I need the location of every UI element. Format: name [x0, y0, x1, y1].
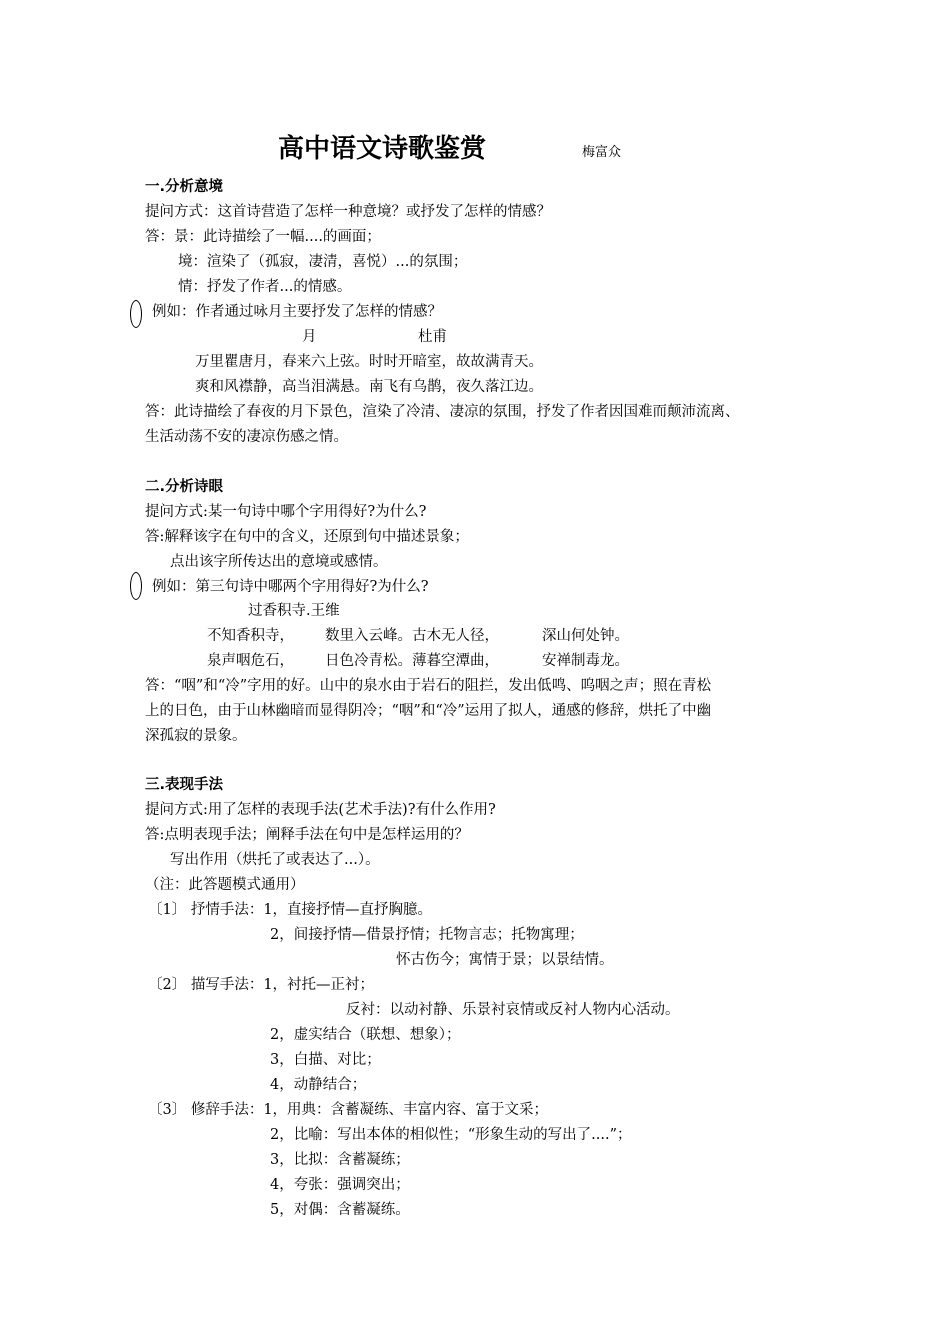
s1-poem-line-1: 万里瞿唐月，春来六上弦。时时开暗室，故故满青天。 — [195, 354, 543, 370]
s1-answer-mood: 境：渲染了（孤寂，凄清，喜悦）...的氛围； — [178, 254, 468, 270]
s2-answer-2: 点出该字所传达出的意境或感情。 — [170, 554, 388, 570]
s2-example: 例如：第三句诗中哪两个字用得好?为什么? — [152, 579, 429, 595]
s3-antithesis: 5，对偶：含蓄凝练。 — [270, 1202, 410, 1218]
s1-example: 例如：作者通过咏月主要抒发了怎样的情感？ — [152, 304, 442, 320]
s3-question: 提问方式:用了怎样的表现手法(艺术手法)?有什么作用? — [145, 802, 496, 818]
section-heading-3: 三.表现手法 — [145, 777, 224, 793]
s3-metaphor: 2，比喻：写出本体的相似性；“形象生动的写出了....”； — [270, 1127, 632, 1143]
section-heading-2: 二.分析诗眼 — [145, 479, 224, 495]
s3-line-drawing: 3，白描、对比； — [270, 1052, 381, 1068]
s1-poem-author: 杜甫 — [418, 329, 447, 345]
s3-description-technique: 〔2〕 描写手法：1，衬托—正衬； — [148, 977, 375, 993]
s2-answer-1: 答:解释该字在句中的含义，还原到句中描述景象； — [145, 529, 469, 545]
s2-poem-line-2c: 安禅制毒龙。 — [542, 653, 629, 669]
s3-lyric-indirect: 2，间接抒情—借景抒情；托物言志；托物寓理； — [270, 927, 584, 943]
s1-answer-emotion: 情：抒发了作者...的情感。 — [178, 279, 352, 295]
s3-note: （注：此答题模式通用） — [145, 877, 305, 893]
s3-virtual-real: 2，虚实结合（联想、想象）； — [270, 1027, 461, 1043]
s1-answer-scene: 答：景：此诗描绘了一幅....的画面； — [145, 229, 381, 245]
author-name: 梅富众 — [582, 145, 622, 160]
s1-question: 提问方式：这首诗营造了怎样一种意境？或抒发了怎样的情感？ — [145, 204, 551, 220]
s3-rhetoric-technique: 〔3〕 修辞手法：1，用典：含蓄凝练、丰富内容、富于文采； — [148, 1102, 549, 1118]
s2-poem-line-1a: 不知香积寺， — [207, 628, 294, 644]
s1-answer-line-1: 答：此诗描绘了春夜的月下景色，渲染了冷清、凄凉的氛围，抒发了作者因国难而颠沛流离、 — [145, 404, 740, 420]
margin-circle-mark — [130, 300, 142, 328]
page-title: 高中语文诗歌鉴赏 — [278, 134, 487, 164]
s3-answer-2: 写出作用（烘托了或表达了...）。 — [170, 852, 380, 868]
s1-poem-line-2: 爽和风襟静，高当泪满悬。南飞有乌鹊，夜久落江边。 — [195, 379, 543, 395]
s1-poem-title: 月 — [302, 329, 317, 345]
s2-answer-line-2: 上的日色，由于山林幽暗而显得阴冷；“咽”和“冷”运用了拟人，通感的修辞，烘托了中幽 — [145, 703, 712, 719]
s2-poem-line-1b: 数里入云峰。古木无人径， — [325, 628, 499, 644]
s3-lyric-technique: 〔1〕 抒情手法：1，直接抒情—直抒胸臆。 — [148, 902, 433, 918]
s2-poem-line-2b: 日色冷青松。薄暮空潭曲， — [325, 653, 499, 669]
s2-question: 提问方式:某一句诗中哪个字用得好?为什么? — [145, 504, 427, 520]
s3-motion-stillness: 4，动静结合； — [270, 1077, 367, 1093]
s3-contrast: 反衬：以动衬静、乐景衬哀情或反衬人物内心活动。 — [346, 1002, 680, 1018]
s3-answer-1: 答:点明表现手法；阐释手法在句中是怎样运用的？ — [145, 827, 469, 843]
s3-hyperbole: 4，夸张：强调突出； — [270, 1177, 410, 1193]
s2-poem-title: 过香积寺.王维 — [248, 603, 340, 619]
s1-answer-line-2: 生活动荡不安的凄凉伤感之情。 — [145, 429, 348, 445]
s2-poem-line-2a: 泉声咽危石， — [207, 653, 294, 669]
margin-circle-mark — [130, 572, 142, 600]
s3-lyric-indirect-cont: 怀古伤今；寓情于景；以景结情。 — [396, 952, 614, 968]
s2-answer-line-3: 深孤寂的景象。 — [145, 728, 247, 744]
section-heading-1: 一.分析意境 — [145, 179, 224, 195]
s2-poem-line-1c: 深山何处钟。 — [542, 628, 629, 644]
s3-personification: 3，比拟：含蓄凝练； — [270, 1152, 410, 1168]
s2-answer-line-1: 答：“咽”和“冷”字用的好。山中的泉水由于岩石的阻拦，发出低鸣、呜咽之声；照在青松 — [145, 678, 712, 694]
